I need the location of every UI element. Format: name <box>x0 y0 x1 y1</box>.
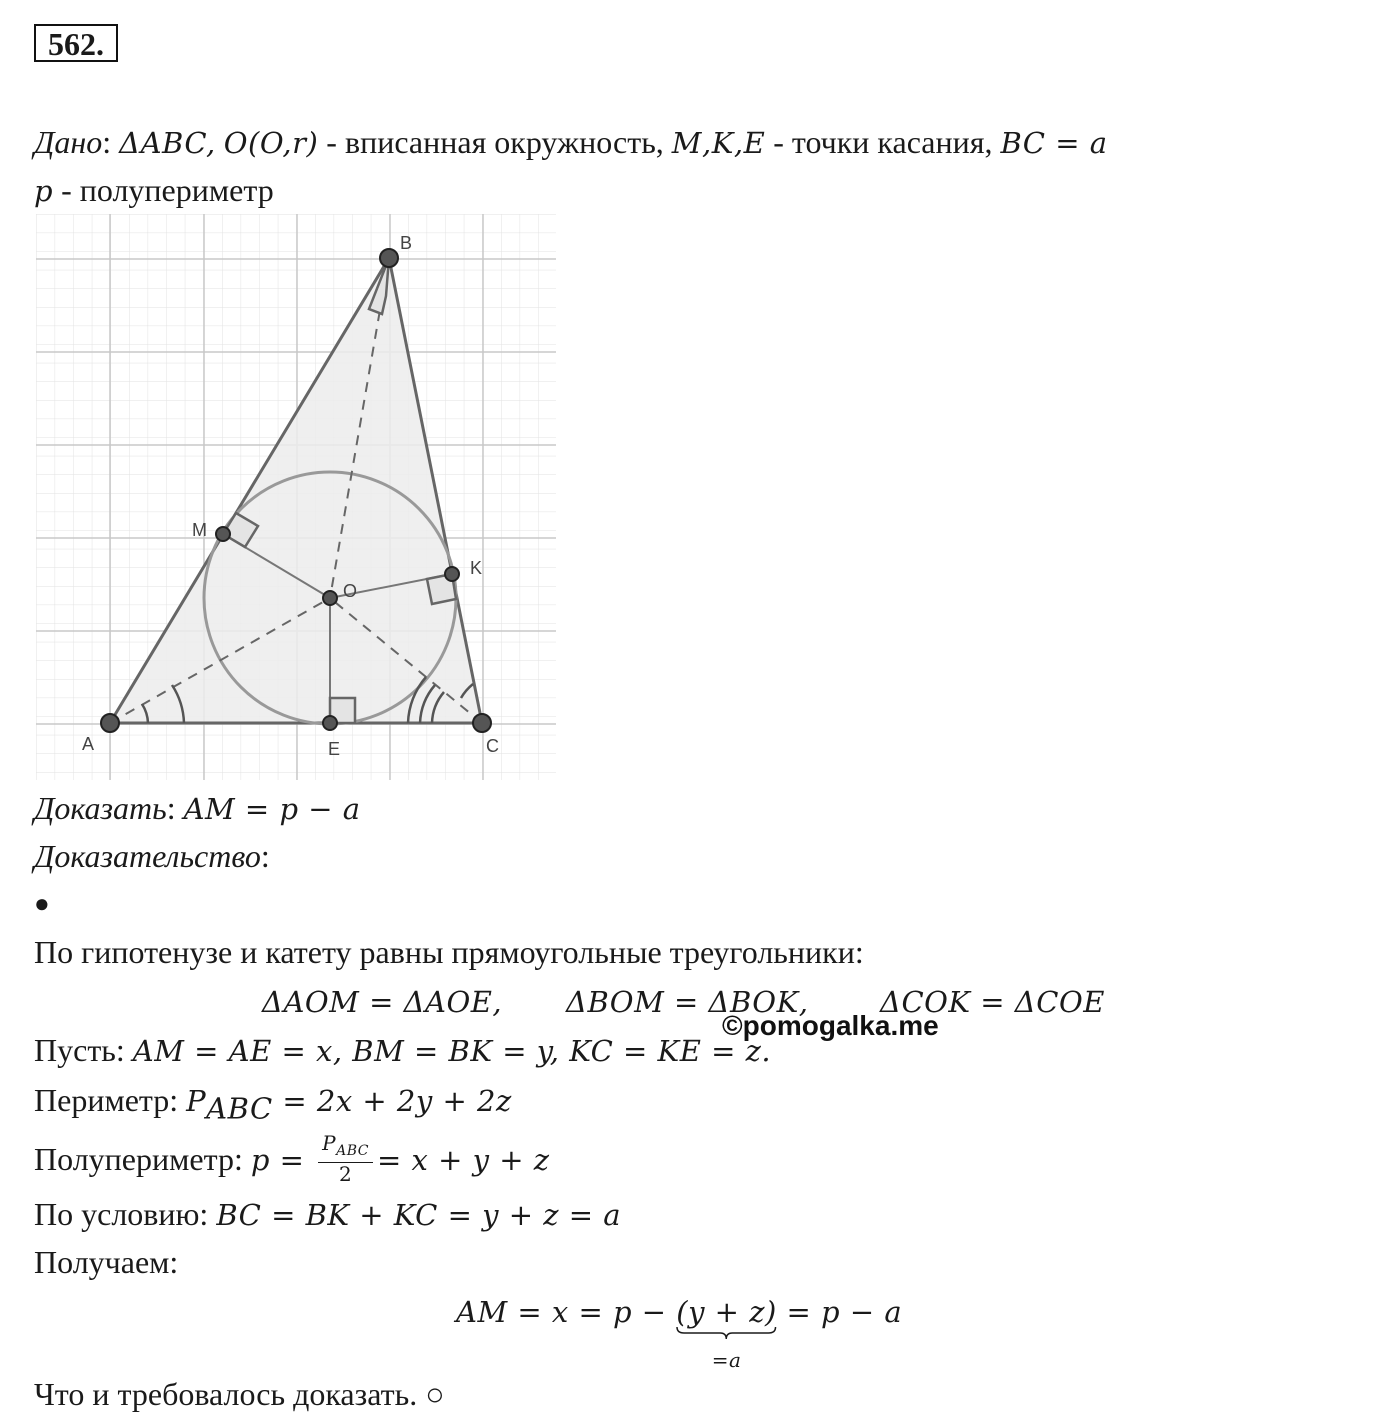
given-p: p <box>34 174 54 208</box>
point-b <box>380 249 398 267</box>
final-brace-expr: (y + z) <box>676 1295 777 1329</box>
point-k <box>445 567 459 581</box>
qed-line: Что и требовалось доказать. ○ <box>34 1376 445 1412</box>
given-line-2 <box>34 170 274 211</box>
proof-label: Доказательство <box>34 838 261 874</box>
let-expr: AM = AE = x, BM = BK = y, KC = KE = z. <box>132 1034 772 1068</box>
final-equation <box>456 1292 903 1372</box>
let-label: Пусть: <box>34 1032 133 1068</box>
point-c <box>473 714 491 732</box>
underbrace-icon <box>676 1326 777 1340</box>
triangle-figure <box>36 214 556 780</box>
prove-statement: AM = p − a <box>183 792 361 826</box>
final-brace-label: =a <box>711 1348 742 1372</box>
proof-line: Доказательство: <box>34 838 270 874</box>
let-line <box>34 1030 771 1071</box>
get-line: Получаем: <box>34 1244 179 1280</box>
semi-label: Полупериметр: <box>34 1140 251 1177</box>
eq2: ΔBOM = ΔBOK, <box>566 985 809 1019</box>
semi-p: p = <box>250 1142 315 1177</box>
point-o <box>323 591 337 605</box>
problem-number: 562. <box>34 24 118 62</box>
given-points-desc: - точки касания, <box>765 124 1001 160</box>
label-a: A <box>82 734 95 754</box>
prove-label: Доказать <box>34 790 167 826</box>
final-left: AM = x = p − <box>456 1295 677 1329</box>
given-triangle: ΔABC, <box>119 126 216 160</box>
given-points: M,K,E <box>671 126 766 160</box>
semi-num: P <box>322 1131 337 1155</box>
semiperimeter-line <box>34 1131 550 1189</box>
given-label: Дано <box>34 124 103 160</box>
perimeter-label: Периметр: <box>34 1082 187 1118</box>
given-circle: O(O,r) <box>223 126 319 160</box>
label-b: B <box>400 233 413 253</box>
perimeter-p: P <box>186 1084 207 1118</box>
semi-num-sub: ABC <box>336 1143 369 1159</box>
perimeter-line <box>34 1080 512 1128</box>
semi-fraction <box>318 1132 373 1185</box>
point-e <box>323 716 337 730</box>
final-right: = p − a <box>776 1295 903 1329</box>
prove-line: Доказать: AM = p − a <box>34 790 361 826</box>
bullet: ● <box>34 889 50 918</box>
perimeter-sub: ABC <box>206 1091 273 1126</box>
point-m <box>216 527 230 541</box>
label-k: K <box>470 558 483 578</box>
semi-rhs: = x + y + z <box>376 1142 550 1177</box>
condition-line <box>34 1194 621 1235</box>
label-m: M <box>192 520 207 540</box>
perimeter-rhs: = 2x + 2y + 2z <box>272 1084 512 1118</box>
watermark: ©pomogalka.me <box>722 1010 939 1041</box>
given-circle-desc: - вписанная окружность, <box>318 124 672 160</box>
label-e: E <box>328 739 341 759</box>
given-side: BC = a <box>1000 126 1108 160</box>
eq3: ΔCOK = ΔCOE <box>880 985 1105 1019</box>
given-p-desc: - полупериметр <box>53 172 274 208</box>
hypotenuse-line: По гипотенузе и катету равны прямоугольные треугольники: <box>34 934 864 970</box>
given-line: Дано: ΔABC, O(O,r) - вписанная окружность, M,K,E - точки касания, BC = a <box>34 124 1108 160</box>
semi-den: 2 <box>338 1162 353 1186</box>
label-c: C <box>486 736 499 756</box>
underbrace-group <box>676 1292 777 1372</box>
label-o: O <box>343 581 358 601</box>
eq1: ΔAOM = ΔAOE, <box>262 985 503 1019</box>
cond-label: По условию: <box>34 1196 217 1232</box>
point-a <box>101 714 119 732</box>
cond-expr: BC = BK + KC = y + z = a <box>216 1198 622 1232</box>
